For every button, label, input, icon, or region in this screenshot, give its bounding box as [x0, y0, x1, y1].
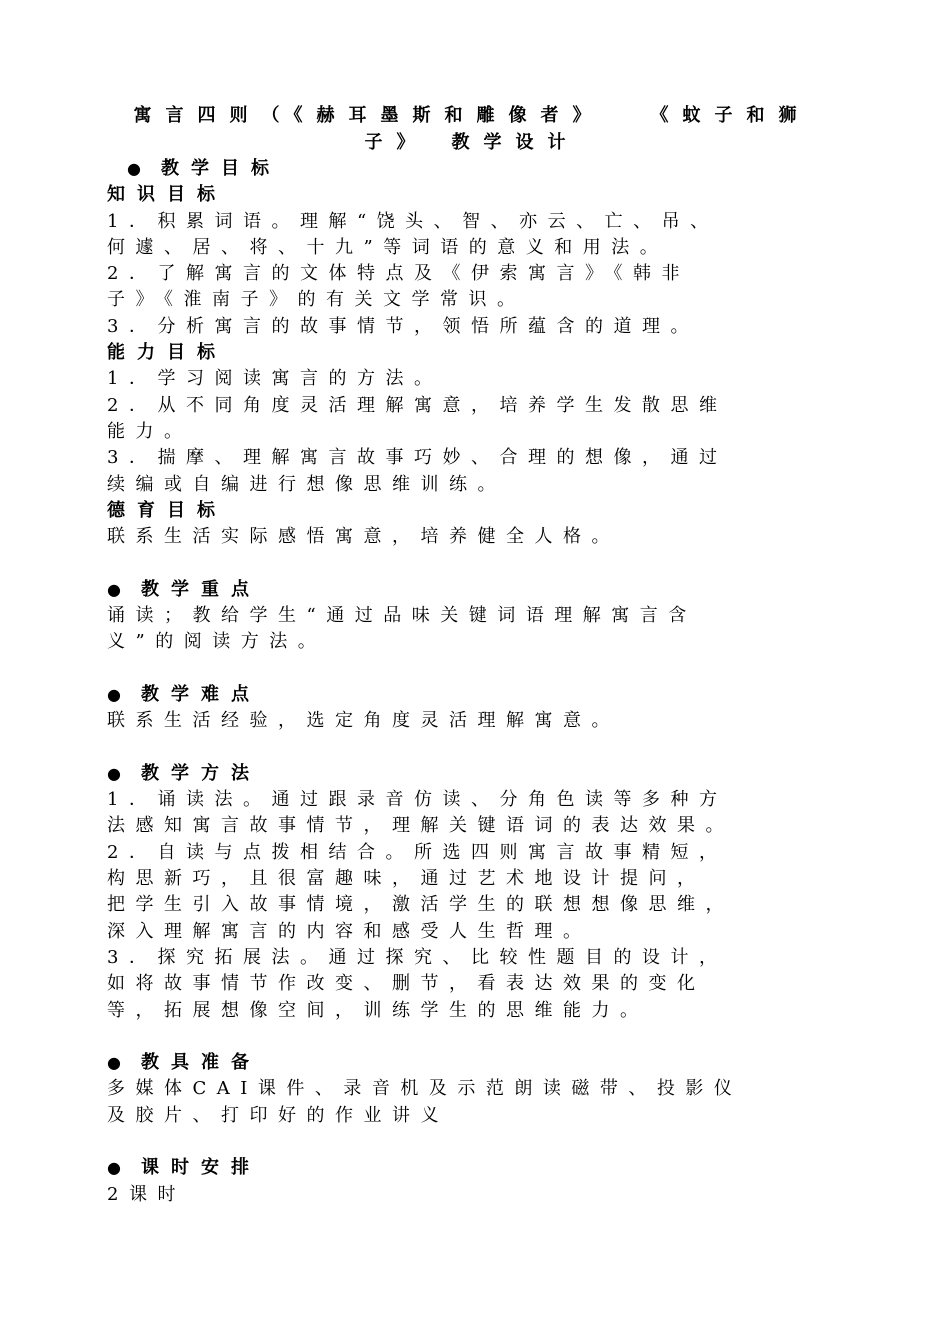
text-line: 义”的阅读方法。	[107, 631, 327, 653]
text-line: 多媒体CAI课件、录音机及示范朗读磁带、投影仪	[107, 1078, 743, 1100]
text-line: 续编或自编进行想像思维训练。	[107, 473, 506, 495]
text-line: 能力。	[107, 420, 193, 442]
text-line: 子》《淮南子》的有关文学常识。	[107, 289, 526, 311]
text-line: 2．自读与点拨相结合。所选四则寓言故事精短，	[107, 841, 728, 863]
text-line: 1．积累词语。理解“饶头、智、亦云、亡、吊、	[107, 210, 719, 232]
text-line: 联系生活经验，选定角度灵活理解寓意。	[107, 710, 620, 732]
text-line: 深入理解寓言的内容和感受人生哲理。	[107, 920, 592, 942]
section-heading-schedule: ● 课时安排	[107, 1155, 847, 1181]
text-line: 法感知寓言故事情节，理解关键语词的表达效果。	[107, 815, 734, 837]
text-line: 1．诵读法。通过跟录音仿读、分角色读等多种方	[107, 789, 728, 811]
document-page	[107, 102, 847, 1208]
section-heading-difficulties: ● 教学难点	[107, 682, 847, 708]
text-line: 2．了解寓言的文体特点及《伊索寓言》《韩非	[107, 263, 690, 285]
section-heading-materials: ● 教具准备	[107, 1050, 847, 1076]
text-line: 联系生活实际感悟寓意，培养健全人格。	[107, 526, 620, 548]
title-line-1: 寓言四则（《赫耳墨斯和雕像者》 《蚊子和狮	[133, 105, 811, 126]
text-line: 构思新巧，且很富趣味，通过艺术地设计提问，	[107, 868, 706, 890]
section-heading-key-points: ● 教学重点	[107, 577, 847, 603]
bullet-icon: ●	[107, 1053, 121, 1073]
text-line: 及胶片、打印好的作业讲义	[107, 1104, 449, 1126]
text-line: 等，拓展想像空间，训练学生的思维能力。	[107, 999, 649, 1021]
bullet-icon: ●	[107, 579, 121, 599]
text-line: 2课时	[107, 1183, 186, 1205]
text-line: 2．从不同角度灵活理解寓意，培养学生发散思维	[107, 394, 728, 416]
bullet-icon: ●	[107, 763, 121, 783]
title-line-2: 子》 教学设计	[364, 132, 580, 153]
text-line: 如将故事情节作改变、删节，看表达效果的变化	[107, 973, 706, 995]
text-line: 1．学习阅读寓言的方法。	[107, 368, 443, 390]
text-line: 3．揣摩、理解寓言故事巧妙、合理的想像，通过	[107, 447, 728, 469]
subheading-knowledge: 知识目标	[107, 184, 227, 206]
bullet-icon: ●	[127, 159, 141, 178]
subheading-ability: 能力目标	[107, 342, 227, 364]
section-heading-methods: ● 教学方法	[107, 761, 847, 787]
text-line: 3．探究拓展法。通过探究、比较性题目的设计，	[107, 946, 728, 968]
bullet-icon: ●	[107, 684, 121, 704]
text-line: 3．分析寓言的故事情节，领悟所蕴含的道理。	[107, 315, 699, 337]
text-line: 把学生引入故事情境，激活学生的联想想像思维，	[107, 894, 734, 916]
text-line: 诵读；教给学生“通过品味关键词语理解寓言含	[107, 605, 697, 627]
section-heading-objectives: ● 教学目标	[127, 156, 847, 182]
subheading-moral: 德育目标	[107, 499, 227, 521]
document-title	[107, 102, 837, 156]
text-line: 何遽、居、将、十九”等词语的意义和用法。	[107, 236, 669, 258]
bullet-icon: ●	[107, 1158, 121, 1178]
